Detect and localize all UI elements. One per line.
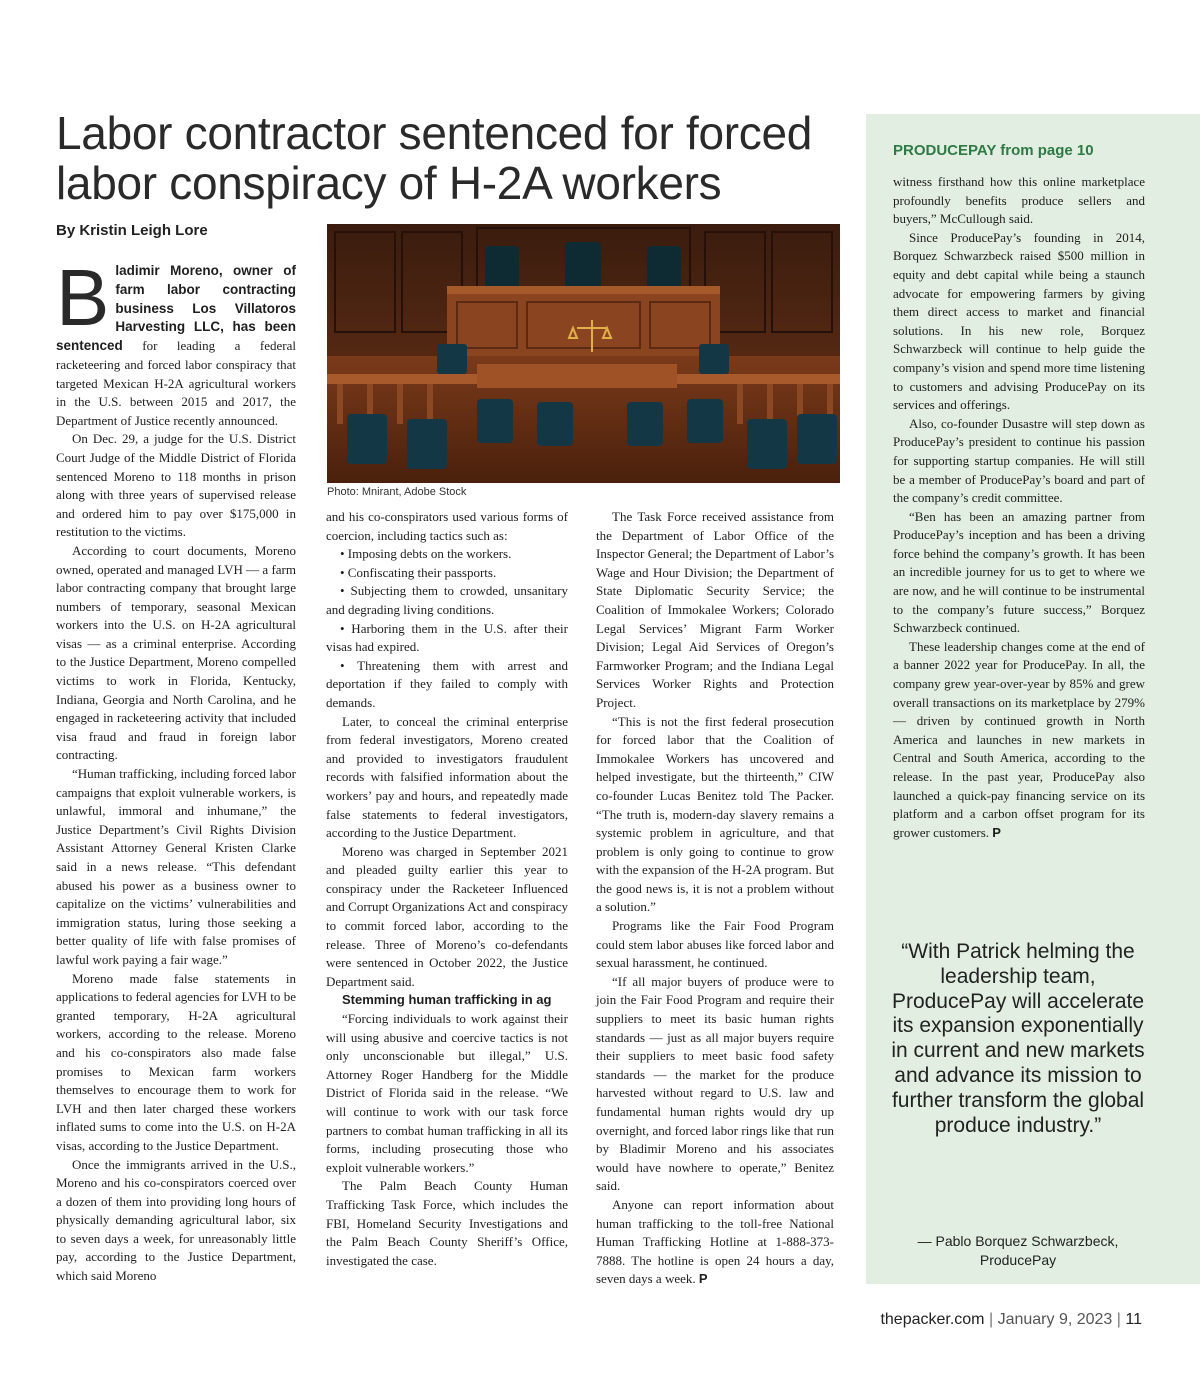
end-mark: P [698, 1271, 708, 1287]
body-text: These leadership changes come at the end of a banner 2022 year for ProducePay. In all, the company grew year-over-year by 85% and grew overall transactions on its marketplace by 279% — driven by continued growth in North America and launches in new markets in Central and South America, according to the release. In the past year, ProducePay also launched a quick-pay financing service on its platform and a carbon offset program for its grower customers. [893, 638, 1145, 840]
body-paragraph: Also, co-founder Dusastre will step down as ProducePay’s president to continue his passion for supporting startup companies. He will still be a member of ProducePay’s board and part of the company’s credit committee. [893, 415, 1145, 506]
body-paragraph: The Palm Beach County Human Trafficking Task Force, which includes the FBI, Homeland Security Investigations and the Palm Beach County Sheriff’s Office, investigated the case. [326, 1178, 568, 1268]
body-paragraph [893, 638, 1145, 843]
body-paragraph: On Dec. 29, a judge for the U.S. District Court Judge of the Middle District of Florida sentenced Moreno to 118 months in prison along with three years of supervised release and ordered him to pay over $175,000 in restitution to the victims. [56, 431, 296, 540]
lead-bold-text: ladimir Moreno, owner of farm labor contracting business Los Villatoros Harvesting LLC, has been sentenced [56, 263, 296, 354]
body-paragraph: Later, to conceal the criminal enterprise from federal investigators, Moreno created and provided to investigators fraudulent records with falsified information about the workers’ pay and hours, and repeatedly made false statements to federal investigators, according to the Justice Department. [326, 713, 568, 841]
page-number: 11 [1125, 1311, 1142, 1328]
body-paragraph: According to court documents, Moreno owned, operated and managed LVH — a farm labor contracting company that brought large numbers of temporary, seasonal Mexican workers into the U.S. on H-2A agricultural visas — as a criminal enterprise. According to the Justice Department, Moreno compelled victims to work in Florida, Kentucky, Indiana, Georgia and North Carolina, and he engaged in racketeering activity that included visa fraud and fraud in foreign labor contracting. [56, 542, 296, 763]
body-paragraph [596, 1196, 834, 1289]
photo-caption: Photo: Mnirant, Adobe Stock [327, 486, 467, 498]
site-name: thepacker.com [880, 1311, 985, 1328]
article-column-3 [596, 508, 834, 1289]
body-text: Anyone can report information about human trafficking to the toll-free National Human Trafficking Hotline at 1-888-373-7888. The hotline is open 24 hours a day, seven days a week. [596, 1196, 834, 1287]
issue-date: January 9, 2023 [997, 1311, 1113, 1328]
body-paragraph: “Forcing individuals to work against their will using abusive and coercive tactics is not only unconscionable but illegal,” U.S. Attorney Roger Handberg for the Middle District of Florida said in the release. “We will continue to work with our task force partners to combat human trafficking in all its forms, including prosecuting those who exploit vulnerable workers.” [326, 1011, 568, 1175]
subhead: Stemming human trafficking in ag [342, 992, 552, 1008]
body-paragraph: Since ProducePay’s founding in 2014, Borquez Schwarzbeck raised $500 million in equity and debt capital while being a staunch advocate for empowering farmers by giving them direct access to market and financial solutions. In his new role, Borquez Schwarzbeck will continue to help guide the company’s vision and spend more time listening to customers and advising ProducePay on its services and offerings. [893, 229, 1145, 413]
pull-quote: “With Patrick helming the leadership team, ProducePay will accelerate its expansion exponentially in current and new markets and advance its mission to further transform the global produce industry.” [891, 940, 1145, 1137]
body-paragraph: Moreno made false statements in applications to federal agencies for LVH to be granted temporary, H-2A agricultural workers, according to the release. Moreno and his co-conspirators also made false promises to Mexican farm workers themselves to encourage them to work for LVH and then later charged these workers inflated sums to come into the U.S. on H-2A visas, according to the Justice Department. [56, 970, 296, 1153]
sidebar-column [893, 173, 1145, 842]
pull-quote-attribution [886, 1232, 1150, 1269]
drop-cap: B [56, 253, 110, 342]
headline: Labor contractor sentenced for forced labor conspiracy of H-2A workers [56, 107, 813, 209]
page-footer [880, 1311, 1142, 1329]
body-paragraph: “Human trafficking, including forced labor campaigns that exploit vulnerable workers, is unlawful, immoral and inhumane,” the Justice Department’s Civil Rights Division Assistant Attorney General Kristen Clarke said in a news release. “This defendant abused his power as a business owner to capitalize on the victims’ vulnerabilities and immigration status, luring those seeking a better quality of life with false promises of lawful work paying a fair wage.” [56, 766, 296, 967]
attribution-org: ProducePay [979, 1251, 1057, 1268]
courtroom-photo [327, 224, 840, 483]
body-paragraph: “This is not the first federal prosecution for forced labor that the Coalition of Immokalee Workers has uncovered and helped investigate, but the thirteenth,” CIW co-founder Lucas Benitez told The Packer. “The truth is, modern-day slavery remains a systemic problem in agriculture, and that problem is only going to continue to grow with the expansion of the H-2A program. But the good news is, it is not a problem without a solution.” [596, 713, 834, 915]
lead-rest-text: for leading a federal racketeering and forced labor conspiracy that targeted Mexican H-2A agricultural workers in the U.S. between 2015 and 2017, the Department of Justice recently announced. [56, 338, 296, 428]
end-mark: P [992, 824, 1001, 840]
bullet-item: • Subjecting them to crowded, unsanitary and degrading living conditions. [326, 583, 568, 617]
bullet-item: • Confiscating their passports. [340, 564, 497, 580]
body-paragraph: and his co-conspirators used various forms of coercion, including tactics such as: [326, 509, 568, 543]
body-paragraph: witness firsthand how this online marketplace profoundly benefits produce sellers and buyers,” McCullough said. [893, 174, 1145, 227]
article-column-1 [56, 253, 296, 1286]
attribution-name: — Pablo Borquez Schwarzbeck, [917, 1233, 1119, 1249]
bullet-item: • Imposing debts on the workers. [340, 546, 512, 562]
bullet-item: • Harboring them in the U.S. after their visas had expired. [326, 620, 568, 655]
footer-separator: | [1116, 1311, 1121, 1328]
bullet-item: • Threatening them with arrest and deportation if they failed to comply with demands. [326, 657, 568, 710]
byline: By Kristin Leigh Lore [56, 222, 208, 239]
body-paragraph: Once the immigrants arrived in the U.S., Moreno and his co-conspirators coerced over a dozen of them into providing long hours of physically demanding agricultural labor, six to seven days a week, for unreasonably little pay, according to the Justice Department, which said Moreno [56, 1156, 296, 1284]
body-paragraph: “Ben has been an amazing partner from ProducePay’s inception and has been a driving force behind the company’s growth. It has been an incredible journey for us to get to where we are now, and he will continue to be instrumental to the company’s future success,” Borquez Schwarzbeck continued. [893, 508, 1145, 636]
article-column-2 [326, 508, 568, 1270]
footer-separator: | [988, 1311, 994, 1328]
continued-label: PRODUCEPAY from page 10 [893, 142, 1094, 159]
body-paragraph: The Task Force received assistance from the Department of Labor Office of the Inspector General; the Department of Labor’s Wage and Hour Division; the Department of State Diplomatic Security Service; the Coalition of Immokalee Workers; Colorado Legal Services’ Migrant Farm Worker Division; Legal Aid Services of Oregon’s Farmworker Program; and the Indiana Legal Services Worker Rights and Protection Project. [596, 509, 834, 710]
body-paragraph: “If all major buyers of produce were to join the Fair Food Program and require their suppliers to meet its basic human rights standards — just as all major buyers require their suppliers to meet basic food safety standards — the market for the produce harvested without regard to U.S. law and fundamental human rights would dry up overnight, and forced labor rings like that run by Bladimir Moreno and his associates would have nowhere to operate,” Benitez said. [596, 973, 834, 1194]
body-paragraph: Programs like the Fair Food Program could stem labor abuses like forced labor and sexual harassment, he continued. [596, 918, 834, 971]
body-paragraph: Moreno was charged in September 2021 and pleaded guilty earlier this year to conspiracy under the Racketeer Influenced and Corrupt Organizations Act and conspiracy to commit forced labor, according to the release. Three of Moreno’s co-defendants were sentenced in October 2022, the Justice Department said. [326, 843, 568, 989]
